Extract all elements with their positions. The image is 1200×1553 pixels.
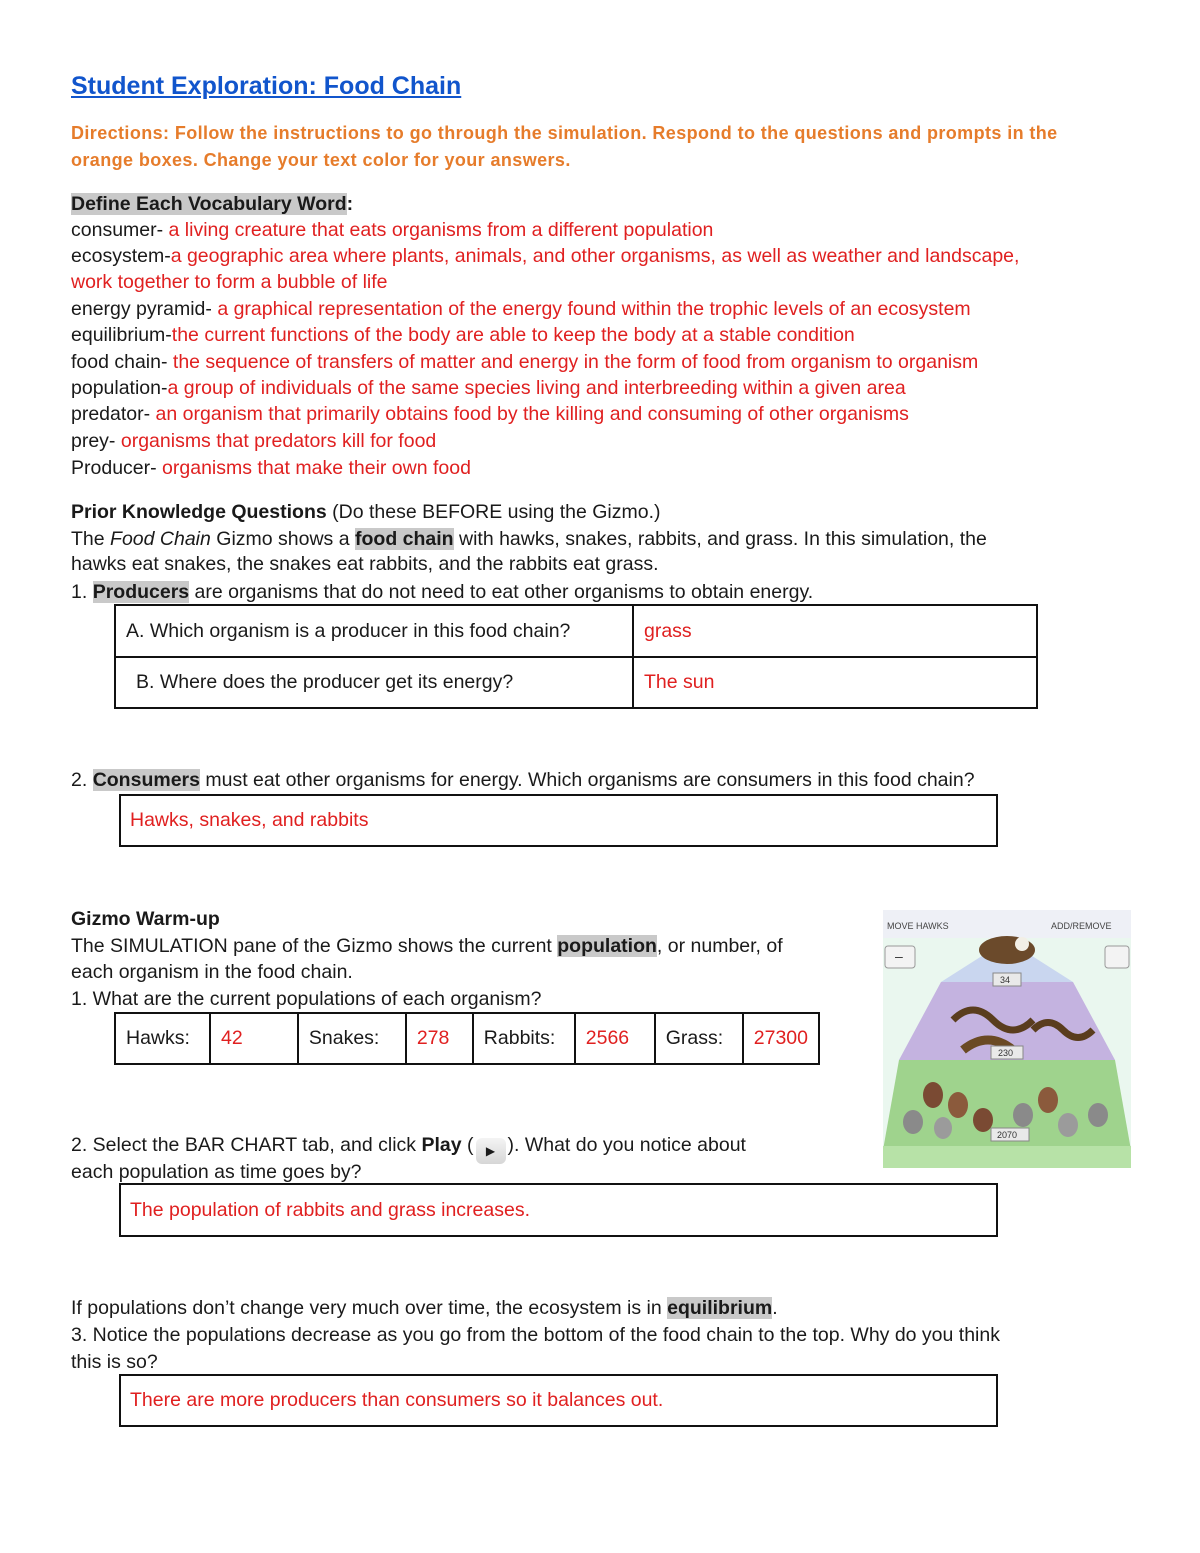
prior-intro-cont: hawks eat snakes, the snakes eat rabbits, and the rabbits eat grass. (71, 553, 659, 575)
play-button-icon: ▶ (476, 1138, 506, 1164)
vocab-item: population-a group of individuals of the same species living and interbreeding within a given area (71, 377, 906, 399)
prior-q2: 2. Consumers must eat other organisms for energy. Which organisms are consumers in this food chain? (71, 769, 975, 791)
prior-q1: 1. Producers are organisms that do not need to eat other organisms to obtain energy. (71, 581, 814, 603)
gizmo-hawk-count: 34 (1000, 975, 1011, 985)
warmup-q2-answer: The population of rabbits and grass increases. (130, 1199, 530, 1221)
directions: Directions: Follow the instructions to go through the simulation. Respond to the questions and prompts in the orange boxes. Change your text color for your answers. (71, 123, 1058, 170)
vocab-item: energy pyramid- a graphical representation of the energy found within the trophic levels of an ecosystem (71, 298, 971, 320)
warmup-intro-cont: each organism in the food chain. (71, 961, 353, 983)
q1b-question: B. Where does the producer get its energy? (115, 657, 633, 708)
gizmo-rabbit-count: 2070 (997, 1130, 1018, 1140)
vocab-heading: Define Each Vocabulary Word (71, 193, 347, 215)
vocab-item: prey- organisms that predators kill for food (71, 430, 437, 452)
q2-answer: Hawks, snakes, and rabbits (130, 809, 369, 831)
gizmo-snake-count: 230 (998, 1048, 1014, 1058)
vocab-heading-line: Define Each Vocabulary Word: (71, 193, 354, 215)
pop-value-rabbits[interactable]: 2566 (575, 1013, 655, 1064)
pop-label-grass: Grass: (655, 1013, 743, 1064)
pop-label-hawks: Hawks: (115, 1013, 210, 1064)
gizmo-remove-label: MOVE HAWKS (887, 921, 949, 931)
pop-value-snakes[interactable]: 278 (406, 1013, 473, 1064)
warmup-q2: 2. Select the BAR CHART tab, and click Play ( ▶ ). What do you notice about (71, 1133, 746, 1164)
prior-heading-line: Prior Knowledge Questions (Do these BEFORE using the Gizmo.) (71, 501, 661, 523)
food-pyramid-illustration (883, 910, 1131, 1168)
vocab-item: Producer- organisms that make their own food (71, 457, 471, 479)
q2-answer-box[interactable] (119, 794, 998, 847)
pop-label-rabbits: Rabbits: (473, 1013, 575, 1064)
vocab-item: consumer- a living creature that eats organisms from a different population (71, 219, 714, 241)
prior-heading: Prior Knowledge Questions (71, 501, 327, 523)
pop-value-hawks[interactable]: 42 (210, 1013, 298, 1064)
q1b-answer[interactable]: The sun (633, 657, 1037, 708)
vocab-item: ecosystem-a geographic area where plants, animals, and other organisms, as well as weather and landscape, (71, 245, 1020, 267)
equilibrium-statement: If populations don’t change very much over time, the ecosystem is in equilibrium. (71, 1297, 778, 1319)
vocab-item: predator- an organism that primarily obtains food by the killing and consuming of other organisms (71, 403, 909, 425)
gizmo-minus-button: – (895, 948, 903, 964)
vocab-item: food chain- the sequence of transfers of matter and energy in the form of food from organism to organism (71, 351, 979, 373)
pop-label-snakes: Snakes: (298, 1013, 406, 1064)
warmup-q3-answer: There are more producers than consumers so it balances out. (130, 1389, 664, 1411)
q3-answer-box[interactable] (119, 1374, 998, 1427)
population-table (114, 1012, 820, 1065)
page-title: Student Exploration: Food Chain (71, 72, 462, 100)
gizmo-pyramid-image (883, 910, 1131, 1168)
q2-warmup-answer-box[interactable] (119, 1183, 998, 1237)
q1a-question: A. Which organism is a producer in this food chain? (115, 605, 633, 657)
warmup-heading: Gizmo Warm-up (71, 908, 220, 930)
vocab-item: equilibrium-the current functions of the body are able to keep the body at a stable condition (71, 324, 855, 346)
warmup-q3: 3. Notice the populations decrease as you go from the bottom of the food chain to the top. Why do you think (71, 1324, 1000, 1346)
warmup-q1: 1. What are the current populations of each organism? (71, 988, 542, 1010)
warmup-q3-cont: this is so? (71, 1351, 158, 1373)
pop-value-grass[interactable]: 27300 (743, 1013, 819, 1064)
producer-table (114, 604, 1038, 709)
warmup-intro: The SIMULATION pane of the Gizmo shows the current population, or number, of (71, 935, 783, 957)
gizmo-add-label: ADD/REMOVE (1051, 921, 1112, 931)
warmup-q2-cont: each population as time goes by? (71, 1161, 362, 1183)
prior-intro: The Food Chain Gizmo shows a food chain with hawks, snakes, rabbits, and grass. In this simulation, the (71, 528, 987, 550)
vocab-item-cont: work together to form a bubble of life (71, 271, 388, 293)
q1a-answer[interactable]: grass (633, 605, 1037, 657)
